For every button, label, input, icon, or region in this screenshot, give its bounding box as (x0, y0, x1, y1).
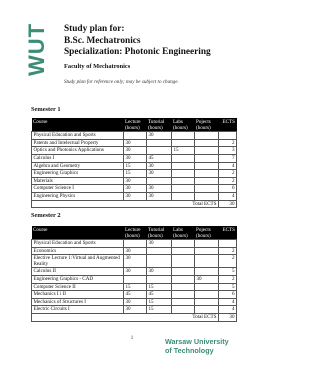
cell-course: Calculus I (32, 154, 124, 162)
cell-labs (172, 132, 195, 140)
header-ects: ECTS (219, 118, 237, 132)
cell-labs: 15 (172, 147, 195, 155)
header-labs: Labs (hours) (172, 118, 195, 132)
cell-lecture: 30 (124, 306, 147, 314)
cell-projects (195, 255, 219, 268)
document-header (64, 24, 256, 85)
cell-lecture: 30 (124, 147, 147, 155)
cell-lecture: 30 (124, 298, 147, 306)
cell-course: Optics and Photonics Applications (32, 147, 124, 155)
cell-projects (195, 306, 219, 314)
page-number: 1 (130, 336, 134, 341)
cell-tutorial: 15 (147, 298, 172, 306)
cell-labs (172, 192, 195, 200)
cell-tutorial: 30 (147, 192, 172, 200)
cell-ects: 4 (219, 192, 237, 200)
cell-course: Computer Science I (32, 185, 124, 193)
cell-tutorial: 45 (147, 291, 172, 299)
cell-projects (195, 177, 219, 185)
cell-labs (172, 255, 195, 268)
cell-course: Materials (32, 177, 124, 185)
header-labs: Labs (hours) (172, 226, 195, 240)
cell-ects: 6 (219, 185, 237, 193)
table-row (32, 306, 237, 314)
cell-labs (172, 298, 195, 306)
cell-lecture (124, 275, 147, 283)
total-row (32, 200, 237, 208)
total-row (32, 313, 237, 321)
table-row (32, 162, 237, 170)
cell-ects: 4 (219, 298, 237, 306)
cell-course: Mechanics of Structures I (32, 298, 124, 306)
cell-tutorial (147, 147, 172, 155)
cell-course: Engineering Physics (32, 192, 124, 200)
cell-tutorial (147, 247, 172, 255)
cell-projects (195, 298, 219, 306)
cell-lecture: 30 (124, 185, 147, 193)
table-header-row (32, 118, 237, 132)
logo-text: WUT (24, 22, 49, 76)
table-row (32, 247, 237, 255)
table-row (32, 147, 237, 155)
semester-2-table (31, 226, 237, 322)
cell-lecture: 30 (124, 139, 147, 147)
cell-labs (172, 275, 195, 283)
title-line-1: Study plan for: (64, 24, 125, 34)
cell-ects: 2 (219, 170, 237, 178)
cell-lecture: 15 (124, 162, 147, 170)
header-course: Course (32, 118, 124, 132)
table-row (32, 298, 237, 306)
cell-tutorial: 15 (147, 283, 172, 291)
header-projects: Pojects (hours) (195, 118, 219, 132)
cell-projects (195, 147, 219, 155)
cell-lecture: 30 (124, 192, 147, 200)
cell-ects: 2 (219, 247, 237, 255)
cell-lecture (124, 240, 147, 248)
cell-projects (195, 162, 219, 170)
cell-course: Physical Education and Sports (32, 132, 124, 140)
wordmark-line-1: Warsaw University (165, 337, 229, 346)
cell-projects (195, 268, 219, 276)
cell-tutorial: 30 (147, 240, 172, 248)
cell-ects: 2 (219, 255, 237, 268)
cell-ects: 5 (219, 268, 237, 276)
cell-labs (172, 283, 195, 291)
cell-tutorial: 30 (147, 162, 172, 170)
header-projects: Pojects (hours) (195, 226, 219, 240)
cell-projects (195, 283, 219, 291)
table-row (32, 192, 237, 200)
cell-course: Algebra and Geometry (32, 162, 124, 170)
table-row (32, 132, 237, 140)
cell-labs (172, 247, 195, 255)
disclaimer-note: Study plan for reference only; may be subject to change. (64, 78, 179, 85)
cell-labs (172, 291, 195, 299)
cell-ects: 2 (219, 177, 237, 185)
title-line-2: B.Sc. Mechatronics (64, 35, 141, 46)
cell-ects: 2 (219, 139, 237, 147)
cell-lecture: 15 (124, 283, 147, 291)
cell-ects: 3 (219, 147, 237, 155)
cell-tutorial: 30 (147, 170, 172, 178)
cell-course: Calculus II (32, 268, 124, 276)
cell-projects (195, 139, 219, 147)
table-row (32, 283, 237, 291)
cell-tutorial (147, 139, 172, 147)
semester-1-table (31, 118, 237, 208)
cell-projects (195, 132, 219, 140)
cell-ects: 6 (219, 291, 237, 299)
header-lecture: Lecture (hours) (124, 118, 147, 132)
cell-projects (195, 185, 219, 193)
cell-course: Engineering Graphics - CAD (32, 275, 124, 283)
header-tutorial: Tutorial (hours) (147, 226, 172, 240)
cell-course: Physical Education and Sports (32, 240, 124, 248)
total-value: 30 (219, 313, 237, 321)
cell-tutorial (147, 177, 172, 185)
table-row (32, 275, 237, 283)
cell-course: Engineering Graphics (32, 170, 124, 178)
table-row (32, 255, 237, 268)
total-value: 30 (219, 200, 237, 208)
cell-tutorial: 45 (147, 154, 172, 162)
cell-projects: 30 (195, 275, 219, 283)
cell-lecture: 30 (124, 154, 147, 162)
cell-labs (172, 268, 195, 276)
total-label: Total ECTS (32, 313, 219, 321)
cell-tutorial: 30 (147, 185, 172, 193)
cell-tutorial (147, 255, 172, 268)
table-row (32, 170, 237, 178)
cell-labs (172, 306, 195, 314)
cell-ects: 2 (219, 275, 237, 283)
semester-1-title: Semester 1 (31, 106, 61, 113)
cell-projects (195, 247, 219, 255)
wut-logo (24, 18, 50, 78)
table-row (32, 177, 237, 185)
table-row (32, 291, 237, 299)
wordmark-line-2: of Technology (165, 345, 214, 355)
cell-lecture: 45 (124, 291, 147, 299)
header-tutorial: Tutorial (hours) (147, 118, 172, 132)
cell-lecture: 15 (124, 170, 147, 178)
cell-projects (195, 170, 219, 178)
cell-course: Patents and Intelectual Property (32, 139, 124, 147)
cell-course: Electric Circuits I (32, 306, 124, 314)
cell-lecture: 30 (124, 177, 147, 185)
cell-ects: 4 (219, 162, 237, 170)
cell-lecture: 30 (124, 268, 147, 276)
cell-ects (219, 240, 237, 248)
cell-lecture: 30 (124, 247, 147, 255)
cell-tutorial: 30 (147, 268, 172, 276)
faculty-name: Faculty of Mechatronics (64, 62, 131, 70)
cell-projects (195, 240, 219, 248)
cell-course: Computer Science II (32, 283, 124, 291)
table-row (32, 240, 237, 248)
total-label: Total ECTS (32, 200, 219, 208)
cell-labs (172, 162, 195, 170)
cell-projects (195, 192, 219, 200)
cell-ects (219, 132, 237, 140)
header-lecture: Lecture (hours) (124, 226, 147, 240)
table-row (32, 185, 237, 193)
cell-projects (195, 154, 219, 162)
cell-ects: 4 (219, 306, 237, 314)
cell-lecture (124, 132, 147, 140)
cell-labs (172, 154, 195, 162)
cell-tutorial: 15 (147, 306, 172, 314)
cell-lecture: 30 (124, 255, 147, 268)
header-ects: ECTS (219, 226, 237, 240)
cell-course: Economics (32, 247, 124, 255)
table-row (32, 139, 237, 147)
cell-labs (172, 185, 195, 193)
cell-course: Elective Lecture 1:Virtual and Augmented Reality (32, 255, 124, 268)
cell-projects (195, 291, 219, 299)
cell-tutorial (147, 275, 172, 283)
semester-2-title: Semester 2 (31, 212, 61, 219)
cell-ects: 5 (219, 283, 237, 291)
university-wordmark (165, 338, 229, 355)
cell-tutorial: 30 (147, 132, 172, 140)
cell-labs (172, 139, 195, 147)
cell-labs (172, 240, 195, 248)
cell-labs (172, 177, 195, 185)
cell-course: Mechanics I i II (32, 291, 124, 299)
header-course: Course (32, 226, 124, 240)
table-row (32, 154, 237, 162)
table-row (32, 268, 237, 276)
cell-ects: 7 (219, 154, 237, 162)
table-header-row (32, 226, 237, 240)
title-line-3: Specialization: Photonic Engineering (64, 47, 211, 57)
cell-labs (172, 170, 195, 178)
